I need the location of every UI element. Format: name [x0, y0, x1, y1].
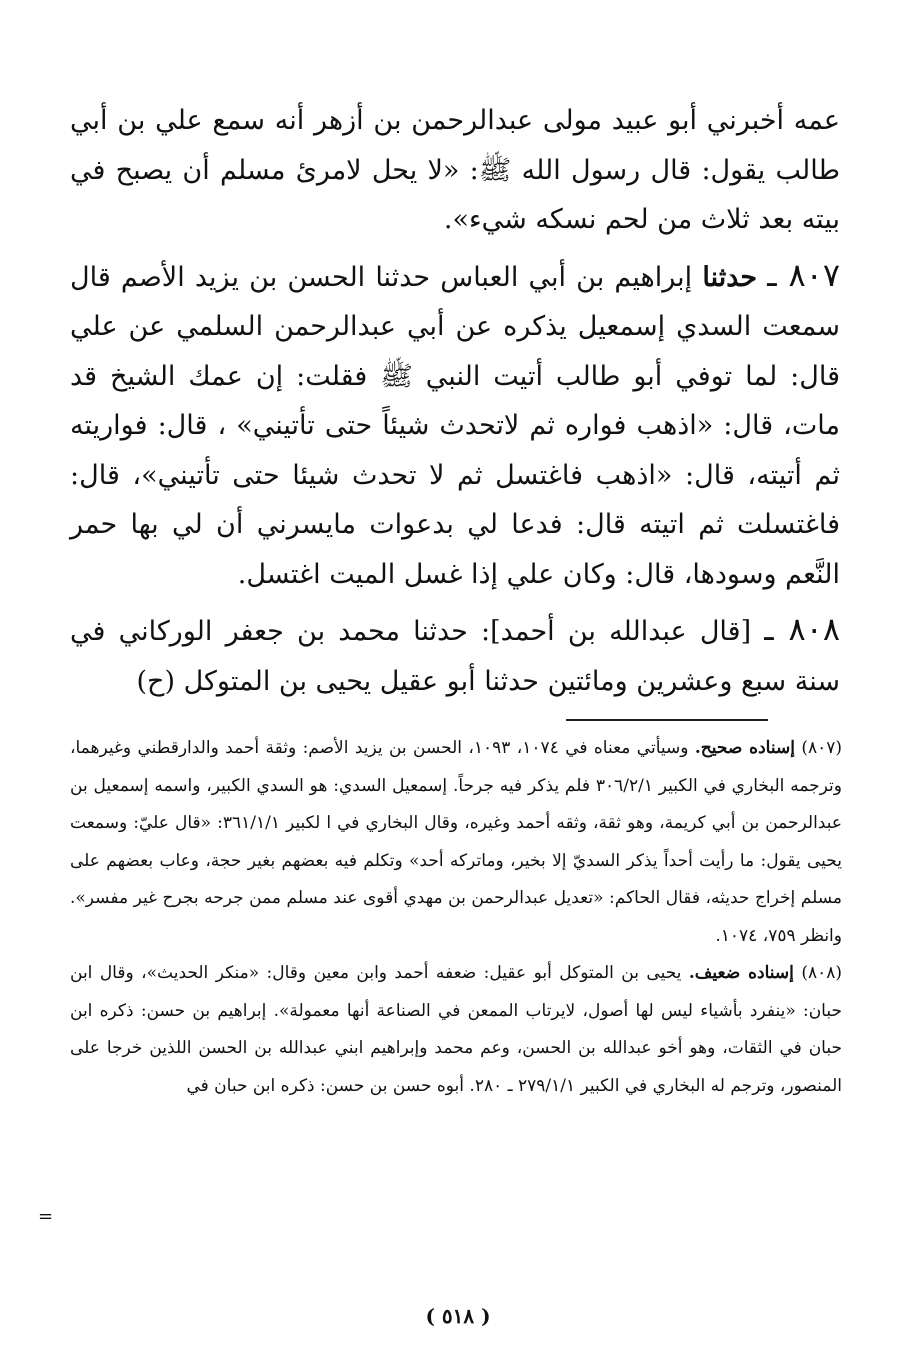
- continuation-mark: =: [38, 1206, 54, 1227]
- footnotes: [70, 730, 842, 1105]
- footnote-grading: إسناده صحيح.: [694, 738, 795, 758]
- footnote-number: (٨٠٨): [801, 963, 843, 983]
- intro-line-3: بعد ثلاث من لحم نسكه شيء».: [443, 204, 794, 235]
- page-number: ( ٥١٨ ): [425, 1304, 491, 1328]
- intro-line-1: عمه أخبرني أبو عبيد مولى عبدالرحمن بن أزهر أنه سمع علي بن أبي: [70, 105, 840, 136]
- hadith-808: [70, 605, 840, 706]
- footnote-number: (٨٠٧): [801, 738, 843, 758]
- footnote-text: وسيأتي معناه في ١٠٧٤، ١٠٩٣، الحسن بن يزيد الأصم: وثقة أحمد والدارقطني وغيرهما، وترجمه البخاري في الكبير ٣٠٦/٢/١ فلم يذكر فيه جرحاً. إسمعيل السدي: هو السدي الكبير، واسمه إسمعيل بن عبدالرحمن بن أبي كريمة، وهو ثقة، وثقه أحمد وغيره، وقال البخاري في ا لكبير ٣٦١/١/١: «قال عليّ: وسمعت يحيى يقول: ما رأيت أحداً يذكر السديّ إلا بخير، وماتركه أحد» وتكلم فيه بعضهم بغير حجة، وعاب بعضهم على مسلم إخراج حديثه، فقال الحاكم: «تعديل عبدالرحمن بن مهدي أقوى عند مسلم ممن جرحه بجرح غير مفسر». وانظر ٧٥٩، ١٠٧٤.: [70, 738, 843, 946]
- footnote-text: يحيى بن المتوكل أبو عقيل: ضعفه أحمد وابن معين وقال: «منكر الحديث»، وقال ابن حبان: «ينفرد بأشياء ليس لها أصول، لايرتاب الممعن في الصناعة أنها معمولة». إبراهيم بن حسن: ذكره ابن حبان في الثقات، وهو أخو عبدالله بن الحسن، وعم محمد وإبراهيم ابني عبدالله بن الحسن اللذين خرجا على المنصور، وترجم له البخاري في الكبير ٢٧٩/١/١ ـ ٢٨٠. أبوه حسن بن حسن: ذكره ابن حبان في: [70, 963, 842, 1096]
- footnote-807: [70, 730, 842, 955]
- hadith-number: ٨٠٨ ـ: [764, 610, 840, 648]
- footnote-808: [70, 955, 842, 1105]
- hadith-text: [قال عبدالله بن أحمد]: حدثنا محمد بن جعفر الوركاني في سنة سبع وعشرين ومائتين حدثنا أبو عقيل يحيى بن المتوكل (ح): [70, 616, 840, 697]
- footnote-grading: إسناده ضعيف.: [688, 963, 794, 983]
- hadith-number: ٨٠٧ ـ: [767, 255, 840, 294]
- hadith-807: [70, 251, 840, 600]
- main-text-block: [70, 96, 840, 706]
- hadith-text: إبراهيم بن أبي العباس حدثنا الحسن بن يزيد الأصم قال سمعت السدي إسمعيل يذكره عن أبي عبدالرحمن السلمي عن علي قال: لما توفي أبو طالب أتيت النبي ﷺ فقلت: إن عمك الشيخ قد مات، قال: «اذهب فواره ثم لاتحدث شيئاً حتى تأتيني» ، قال: فواريته ثم أتيته، قال: «اذهب فاغتسل ثم لا تحدث شيئا حتى تأتيني»، قال: فاغتسلت ثم اتيته قال: فدعا لي بدعوات مايسرني أن لي بها حمر النَّعم وسودها، قال: وكان علي إذا غسل الميت اغتسل.: [70, 261, 840, 590]
- main-text: [70, 96, 840, 706]
- hadith-lead-word: حدثنا: [702, 261, 758, 293]
- intro-line-2: طالب يقول: قال رسول الله ﷺ: «لا يحل لامرئ مسلم أن يصبح في بيته: [70, 154, 840, 235]
- footnote-divider: [566, 719, 768, 721]
- intro-paragraph: [70, 96, 840, 245]
